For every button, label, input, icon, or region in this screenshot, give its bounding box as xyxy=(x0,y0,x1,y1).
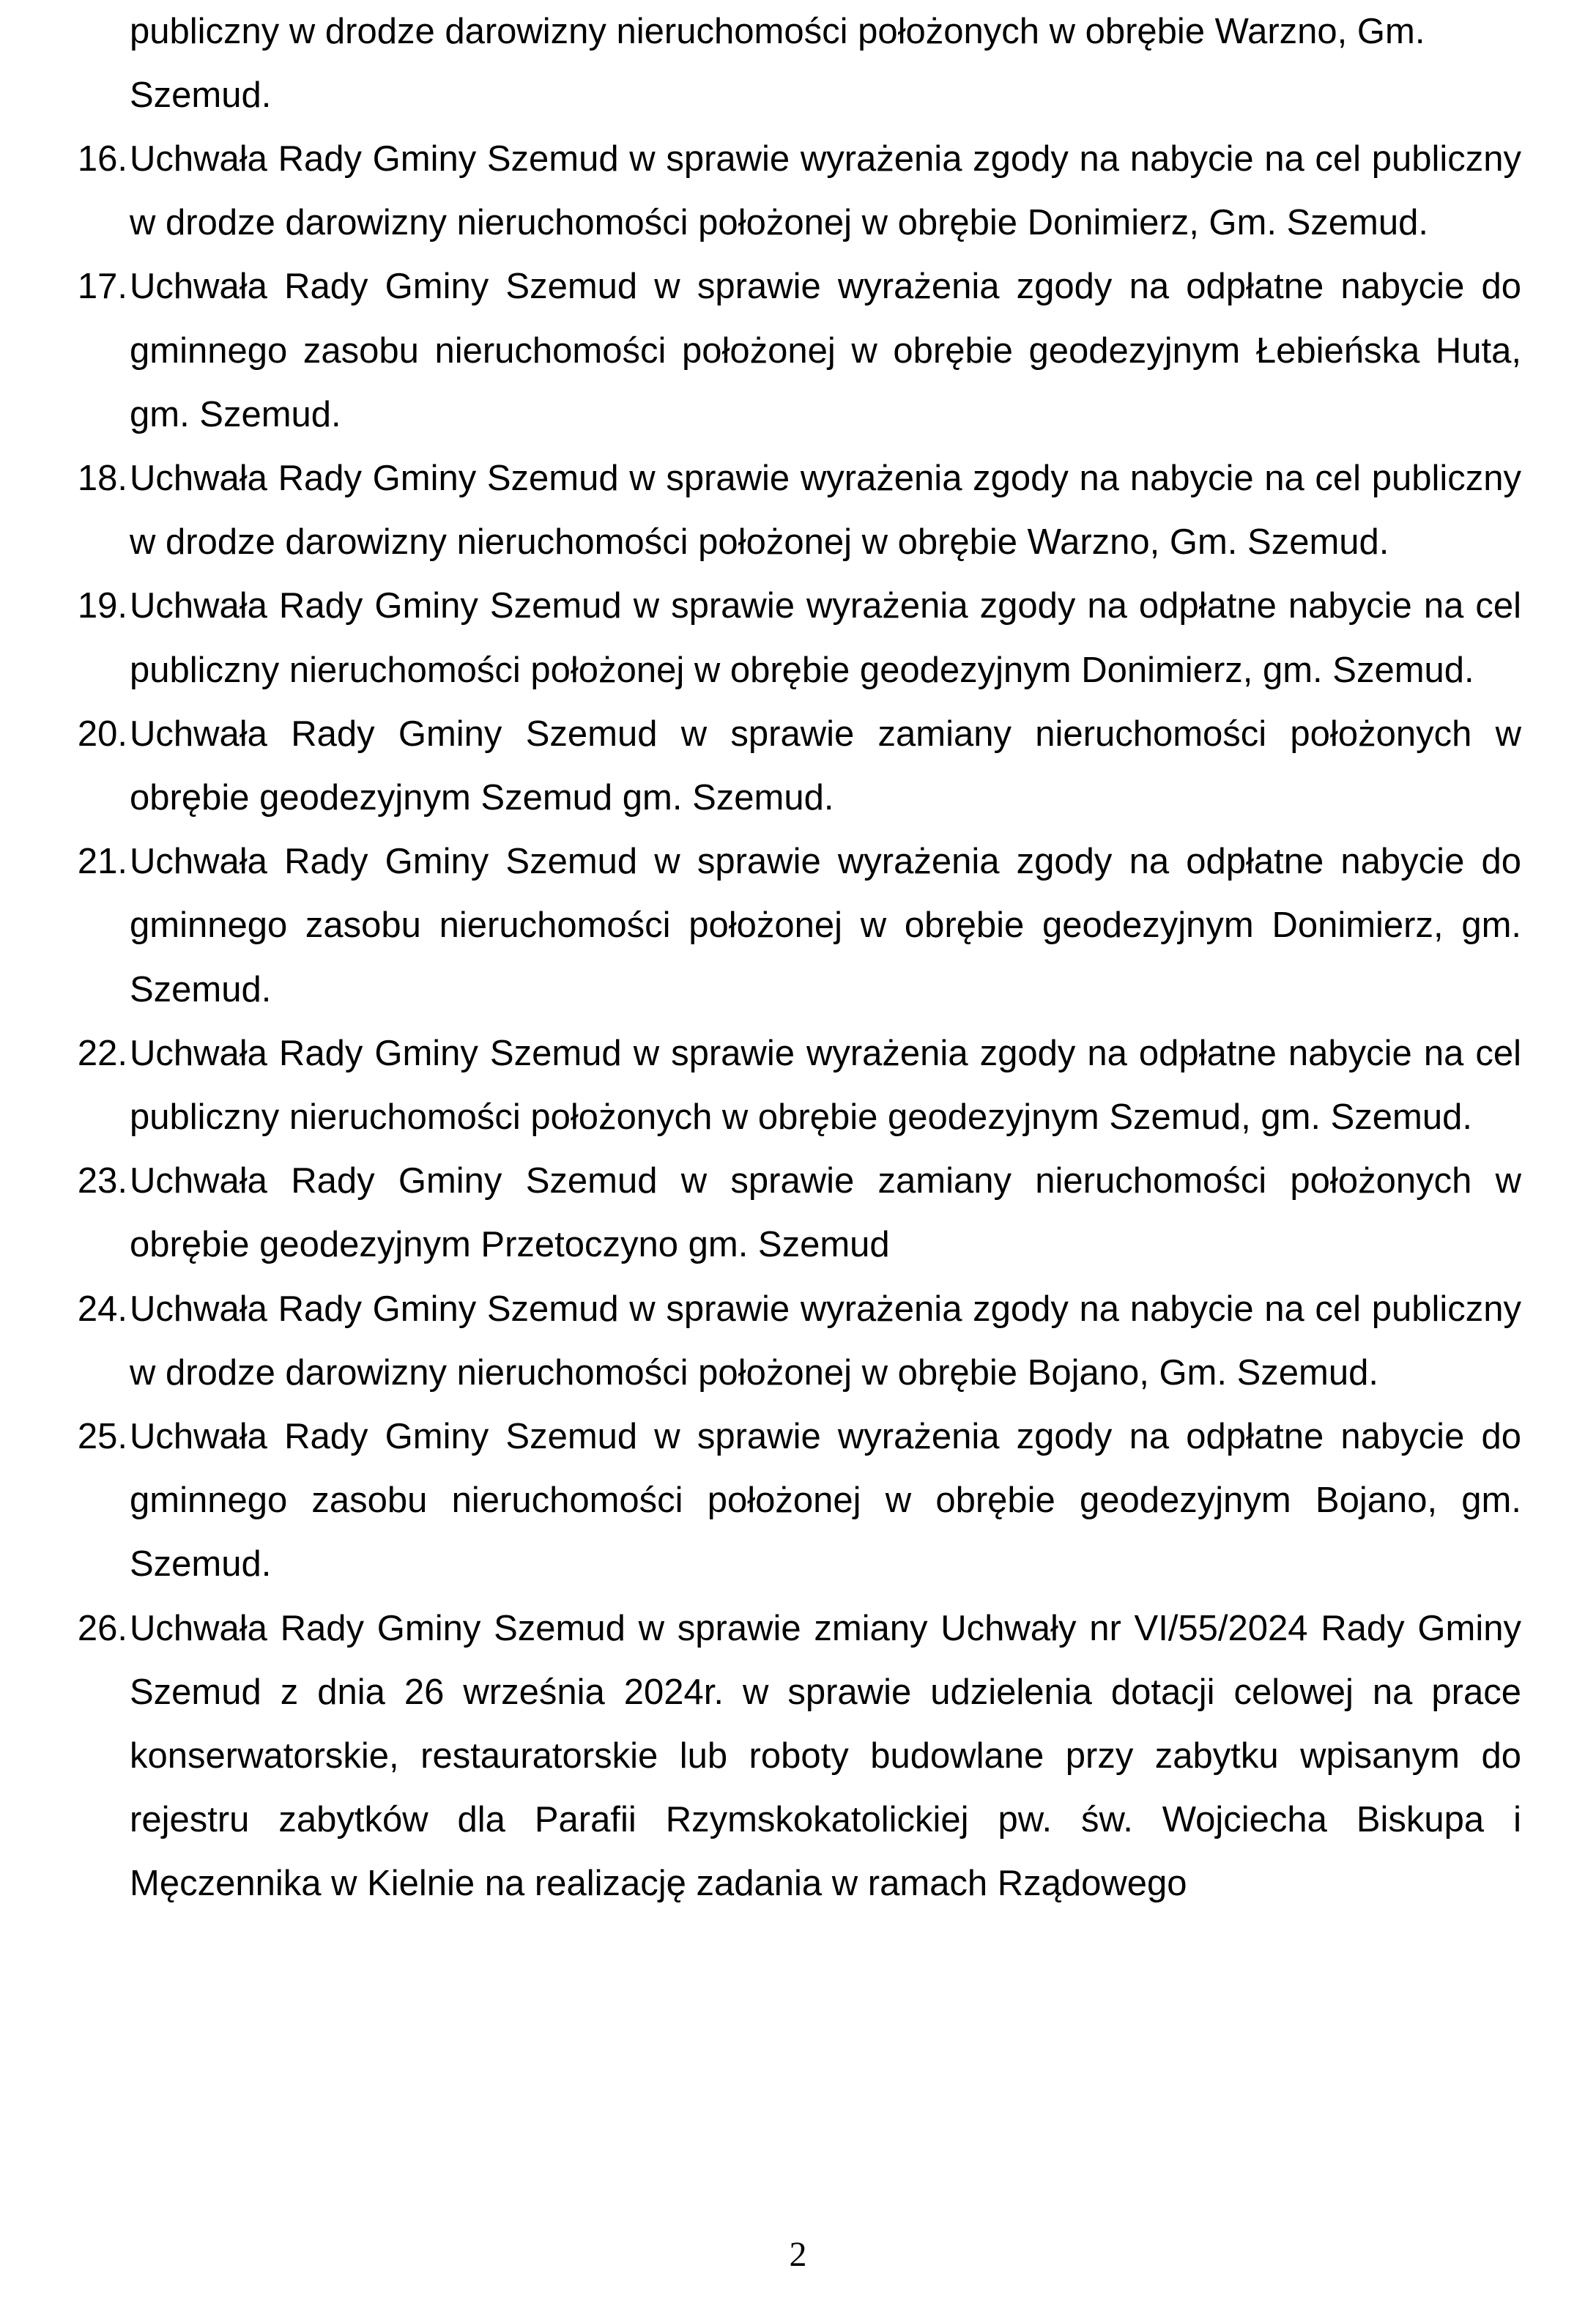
item-text: Uchwała Rady Gminy Szemud w sprawie wyrażenia zgody na nabycie na cel publiczny w drodze darowizny nieruchomości położonej w obrębie Warzno, Gm. Szemud. xyxy=(130,459,1521,563)
item-text: Uchwała Rady Gminy Szemud w sprawie zamiany nieruchomości położonych w obrębie geodezyjnym Przetoczyno gm. Szemud xyxy=(130,1161,1521,1265)
resolution-list xyxy=(0,127,1596,1916)
item-number: 19. xyxy=(77,586,127,626)
continued-paragraph: publiczny w drodze darowizny nieruchomości położonych w obrębie Warzno, Gm. Szemud. xyxy=(130,12,1425,116)
item-number: 25. xyxy=(77,1417,127,1457)
item-number: 21. xyxy=(77,842,127,882)
item-text: Uchwała Rady Gminy Szemud w sprawie wyrażenia zgody na odpłatne nabycie do gminnego zasobu nieruchomości położonej w obrębie geodezyjnym Donimierz, gm. Szemud. xyxy=(130,842,1521,1009)
list-item xyxy=(0,1405,1596,1597)
item-text: Uchwała Rady Gminy Szemud w sprawie wyrażenia zgody na nabycie na cel publiczny w drodze darowizny nieruchomości położonej w obrębie Donimierz, Gm. Szemud. xyxy=(130,139,1521,243)
list-item xyxy=(0,703,1596,830)
list-item xyxy=(0,127,1596,255)
list-item xyxy=(0,1149,1596,1277)
item-number: 24. xyxy=(77,1289,127,1329)
item-number: 16. xyxy=(77,139,127,179)
item-text: Uchwała Rady Gminy Szemud w sprawie wyrażenia zgody na odpłatne nabycie na cel publiczny nieruchomości położonej w obrębie geodezyjnym Donimierz, gm. Szemud. xyxy=(130,586,1521,690)
list-item xyxy=(0,255,1596,447)
list-item xyxy=(0,447,1596,574)
item-text: Uchwała Rady Gminy Szemud w sprawie wyrażenia zgody na odpłatne nabycie na cel publiczny nieruchomości położonych w obrębie geodezyjnym Szemud, gm. Szemud. xyxy=(130,1033,1521,1138)
item-text: Uchwała Rady Gminy Szemud w sprawie wyrażenia zgody na odpłatne nabycie do gminnego zasobu nieruchomości położonej w obrębie geodezyjnym Bojano, gm. Szemud. xyxy=(130,1417,1521,1585)
list-item xyxy=(0,830,1596,1022)
item-text: Uchwała Rady Gminy Szemud w sprawie zamiany nieruchomości położonych w obrębie geodezyjnym Szemud gm. Szemud. xyxy=(130,714,1521,818)
item-number: 17. xyxy=(77,267,127,307)
item-number: 23. xyxy=(77,1161,127,1201)
item-number: 26. xyxy=(77,1608,127,1648)
item-number: 22. xyxy=(77,1033,127,1073)
list-item xyxy=(0,1022,1596,1149)
page-number: 2 xyxy=(789,2235,807,2274)
list-item xyxy=(0,1597,1596,1916)
item-number: 20. xyxy=(77,714,127,754)
list-item xyxy=(0,574,1596,702)
list-item xyxy=(0,1278,1596,1405)
item-text: Uchwała Rady Gminy Szemud w sprawie wyrażenia zgody na nabycie na cel publiczny w drodze darowizny nieruchomości położonej w obrębie Bojano, Gm. Szemud. xyxy=(130,1289,1521,1393)
item-text: Uchwała Rady Gminy Szemud w sprawie wyrażenia zgody na odpłatne nabycie do gminnego zasobu nieruchomości położonej w obrębie geodezyjnym Łebieńska Huta, gm. Szemud. xyxy=(130,267,1521,434)
item-text: Uchwała Rady Gminy Szemud w sprawie zmiany Uchwały nr VI/55/2024 Rady Gminy Szemud z dnia 26 września 2024r. w sprawie udzielenia dotacji celowej na prace konserwatorskie, restauratorskie lub roboty budowlane przy zabytku wpisanym do rejestru zabytków dla Parafii Rzymskokatolickiej pw. św. Wojciecha Biskupa i Męczennika w Kielnie na realizację zadania w ramach Rządowego xyxy=(130,1608,1521,1904)
item-number: 18. xyxy=(77,459,127,499)
